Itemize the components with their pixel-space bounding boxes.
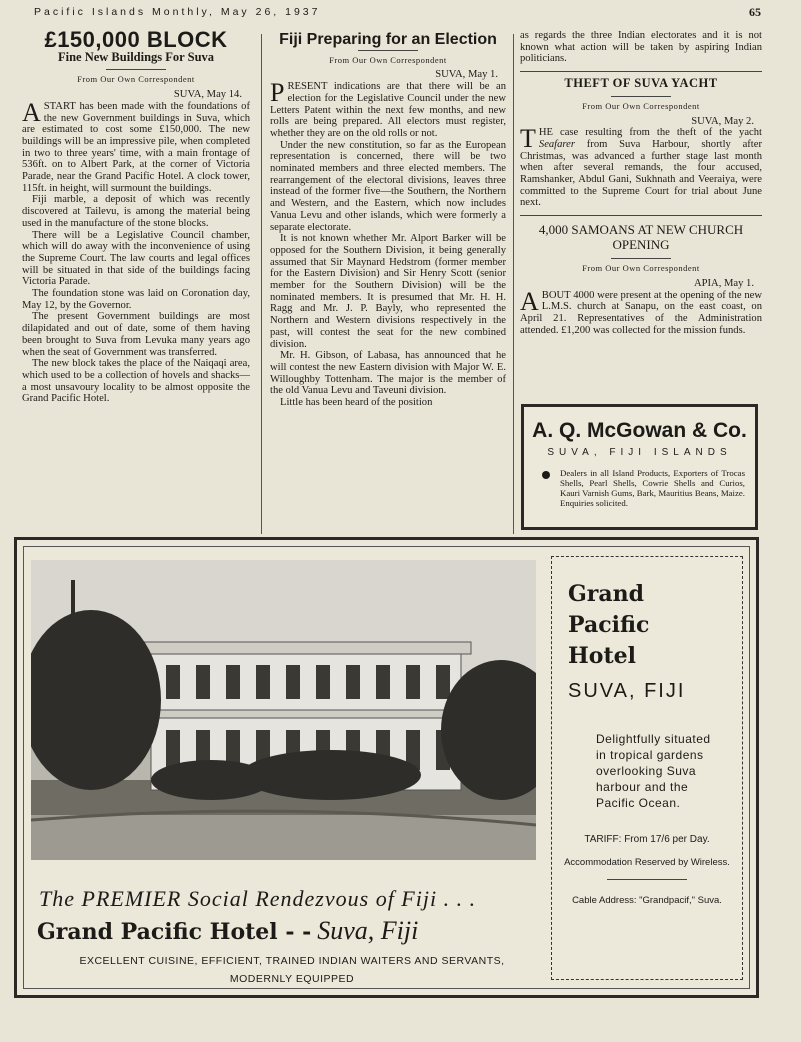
article1-paragraph: Fiji marble, a deposit of which was recently discovered at Tailevu, is among the material being used in the manufacture of the stone blocks. [22, 194, 250, 229]
article3-first-paragraph [520, 124, 762, 209]
article1-subhead: Fine New Buildings For Suva [57, 49, 215, 64]
hotel-photograph [31, 560, 536, 860]
article4-dateline: APIA, May 1. [693, 277, 754, 289]
masthead-title: Pacific Islands Monthly, May 26, 1937 [34, 6, 321, 18]
divider [520, 71, 762, 72]
divider [611, 258, 671, 259]
article3-text-a: HE case resulting from the theft of the yacht [538, 127, 762, 139]
divider [520, 215, 762, 216]
hotel-location: Suva, Fiji [317, 916, 419, 945]
mcgowan-dealers-text: Dealers in all Island Products, Exporters of Trocas Shells, Pearl Shells, Cowrie Shells and Curios, Kauri Varnish Gums, Bark, Mauritius Beans, Maize. Enquiries solicited. [560, 468, 745, 508]
article4-correspondent: From Our Own Correspondent [582, 263, 700, 274]
article1-paragraph: There will be a Legislative Council chamber, which will do away with the inconvenience of using the Supreme Court. The law courts and legal offices will be situated in that side of the buildings facing Victoria Parade. [22, 229, 250, 288]
article3-text-b: from Suva Harbour, shortly after Christmas, was advanced a further stage last month when after several remands, the four accused, Ramshanker, Abdul Gani, Sukhnath and Veeraiya, were committed to the Supreme Court for trial about June next. [520, 138, 762, 209]
mcgowan-advertisement [521, 404, 758, 530]
article1-paragraph: The new block takes the place of the Naiqaqi area, which used to be a collection of hovels and shacks—a most unsavoury locality to be almost opposite the Grand Pacific Hotel. [22, 358, 250, 405]
article4-headline: 4,000 SAMOANS AT NEW CHURCH OPENING [538, 222, 744, 253]
column-divider [513, 34, 514, 534]
article1-first-text: START has been made with the foundations of the new Government buildings in Suva, which are estimated to cost some £150,000. The new buildings will be an impressive pile, when completed in two to three years' time, with a main frontage of 536ft. on to Albert Park, at the corner of Victoria Parade, near the Grand Pacific Hotel. A clock tower, 115ft. in height, will surmount the buildings. [22, 100, 250, 194]
column-3 [520, 30, 762, 336]
sidebox-accommodation: Accommodation Reserved by Wireless. [564, 857, 730, 868]
mcgowan-dealers [560, 468, 745, 508]
article1-dropcap: A [22, 97, 41, 127]
article2-correspondent: From Our Own Correspondent [329, 54, 447, 65]
article3-dropcap: T [520, 124, 536, 154]
column-2 [270, 30, 506, 409]
article1-paragraph: The foundation stone was laid on Coronation day, May 12, by the Governor. [22, 288, 250, 311]
article1-headline: £150,000 BLOCK [44, 27, 228, 52]
masthead [34, 6, 761, 22]
divider [358, 50, 418, 51]
article2-paragraph: Little has been heard of the position [280, 397, 433, 409]
article2-first-text: RESENT indications are that there will be an election for the Legislative Council under the new Letters Patent within the next few months, and new rolls are being prepared. All electors must register, whether they are on the old rolls or not. [270, 81, 506, 139]
hotel-name: Grand Pacific Hotel - - [37, 919, 312, 945]
article1-paragraph: The present Government buildings are most dilapidated and out of date, some of them having been brought to Suva from Levuka many years ago when the seat of Government was transferred. [22, 311, 250, 358]
article2-first-paragraph [270, 78, 506, 140]
mcgowan-name: A. Q. McGowan & Co. [532, 419, 747, 442]
column-divider [261, 34, 262, 534]
sidebox-hotel-name [568, 579, 742, 672]
article2-continuation: as regards the three Indian electorates and it is not known what action will be taken by aspiring Indian politicians. [520, 30, 762, 65]
mcgowan-place: SUVA, FIJI ISLANDS [547, 447, 732, 458]
article4-first-paragraph [520, 286, 762, 337]
article3-correspondent: From Our Own Correspondent [582, 100, 700, 111]
page-number: 65 [749, 5, 761, 19]
article1-first-paragraph [22, 97, 250, 195]
divider [106, 69, 166, 70]
hotel-photo-illustration [31, 560, 536, 860]
divider [607, 879, 687, 880]
article2-headline: Fiji Preparing for an Election [279, 31, 497, 48]
hotel-amenities: EXCELLENT CUISINE, EFFICIENT, TRAINED INDIAN WAITERS AND SERVANTS, MODERNLY EQUIPPED [79, 955, 505, 985]
sidebox-line: Pacific [568, 612, 650, 638]
column-1 [22, 27, 250, 405]
article1-correspondent: From Our Own Correspondent [77, 74, 195, 85]
article3-dateline: SUVA, May 2. [691, 115, 754, 127]
article3-headline: THEFT OF SUVA YACHT [564, 76, 718, 91]
article4-dropcap: A [520, 286, 539, 316]
sidebox-tariff: TARIFF: From 17/6 per Day. [584, 834, 710, 845]
bullet-icon [542, 471, 550, 479]
hotel-advertisement [14, 537, 759, 998]
sidebox-cable: Cable Address: "Grandpacif," Suva. [572, 895, 722, 906]
article2-paragraph: It is not known whether Mr. Alport Barker will be opposed for the Southern Division, it being generally assumed that Sir Maynard Hedstrom (former member for the Eastern Division) and Sir Henry Scott (senior member for the Southern Division) will be the nominated members. It is presumed that Mr. H. H. Ragg and Mr. J. P. Bayly, who represented the Northern and Western divisions respectively in the past, will contest the seat for the new combined division. [270, 233, 506, 350]
yacht-name: Seafarer [538, 138, 575, 150]
sidebox-suva: SUVA, FIJI [568, 680, 686, 702]
sidebox-description: Delightfully situated in tropical gardens overlooking Suva harbour and the Pacific Ocean. [596, 732, 711, 810]
sidebox-line: Grand [568, 581, 645, 607]
article2-paragraph: Mr. H. Gibson, of Labasa, has announced that he will contest the new Eastern division with Major W. E. Willoughby Tottenham. The major is the member of the old Vanua Levu and Taveuni division. [270, 350, 506, 397]
article2-paragraph: Under the new constitution, so far as the European representation is concerned, there will be two nominated members and three elected members. The rearrangement of the electoral divisions, leaves three instead of the former five—the Southern, the Northern and Western, and the Eastern, which now includes Vanua Levu and other islands, which were formerly a separate electorate. [270, 139, 506, 233]
article1-dateline: SUVA, May 14. [173, 89, 242, 101]
hotel-name-line [37, 916, 418, 946]
article4-first-text: BOUT 4000 were present at the opening of the new L.M.S. church at Sanapu, on the east coast, on April 21. Representatives of the Administration attended. £1,200 was collected for the mission funds. [520, 289, 762, 336]
hotel-sidebox [551, 556, 743, 980]
hotel-premier-slogan: The PREMIER Social Rendezvous of Fiji . . . [39, 886, 477, 911]
divider [611, 96, 671, 97]
article2-dropcap: P [270, 78, 285, 108]
sidebox-line: Hotel [568, 643, 636, 669]
article2-dateline: SUVA, May 1. [435, 69, 498, 81]
